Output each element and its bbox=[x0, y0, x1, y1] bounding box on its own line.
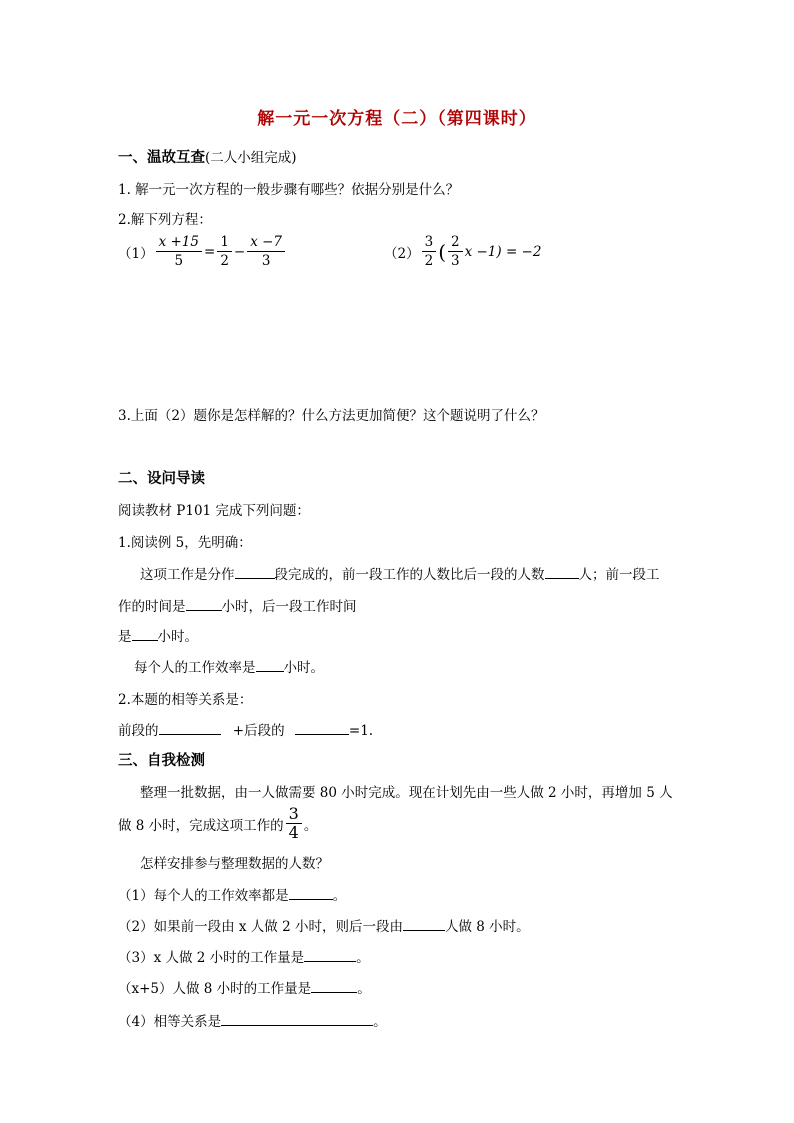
fraction-numerator: 3 bbox=[286, 805, 302, 824]
equation-2-rest: x −1) = −2 bbox=[464, 243, 542, 260]
fraction-numerator: 1 bbox=[217, 233, 232, 252]
sub-question-1 bbox=[118, 884, 346, 904]
blank-field[interactable] bbox=[289, 886, 333, 900]
text-segment: 段完成的，前一段工作的人数比后一段的人数 bbox=[274, 567, 545, 583]
fraction-denominator: 3 bbox=[261, 253, 271, 269]
text-segment: 。 bbox=[356, 950, 370, 966]
text-segment: 做 8 小时，完成这项工作的 bbox=[118, 817, 284, 834]
section1-heading bbox=[118, 146, 297, 167]
fraction-denominator: 4 bbox=[288, 823, 299, 842]
minus-sign: − bbox=[233, 243, 246, 260]
fill-line-4 bbox=[134, 656, 324, 676]
fill-line-1 bbox=[140, 563, 660, 583]
fraction-denominator: 3 bbox=[451, 253, 460, 269]
text-segment: （4）相等关系是 bbox=[118, 1014, 222, 1030]
equation-1-fraction-lhs bbox=[156, 233, 202, 270]
equation-2-fraction-outer bbox=[422, 233, 437, 270]
three-quarters-fraction bbox=[286, 805, 302, 842]
text-segment: =1. bbox=[348, 723, 374, 739]
section1-note: (二人小组完成) bbox=[205, 150, 297, 166]
question-1: 1. 解一元一次方程的一般步骤有哪些？依据分别是什么？ bbox=[118, 182, 460, 198]
fraction-numerator: 3 bbox=[422, 233, 437, 252]
open-paren: ( bbox=[438, 239, 446, 264]
blank-field[interactable] bbox=[186, 597, 222, 611]
text-segment: 是 bbox=[118, 629, 132, 645]
text-segment: 小时，后一段工作时间 bbox=[221, 599, 357, 615]
text-segment: 小时。 bbox=[157, 629, 198, 645]
fraction-numerator: 2 bbox=[448, 233, 463, 252]
equation-2-fraction-inner bbox=[448, 233, 463, 270]
equation-1-label: （1） bbox=[118, 245, 154, 262]
equation-2-label: （2） bbox=[384, 245, 420, 262]
equation-1-fraction-rhs bbox=[247, 233, 285, 270]
fill-line-2 bbox=[118, 595, 357, 615]
problem-line-1: 整理一批数据，由一人做需要 80 小时完成。现在计划先由一些人做 2 小时，再增加 5 人 bbox=[140, 785, 673, 801]
blank-field[interactable] bbox=[235, 565, 275, 579]
sub-question-5 bbox=[118, 1010, 387, 1030]
sub-question-4 bbox=[118, 977, 371, 997]
blank-field[interactable] bbox=[403, 917, 445, 931]
fraction-numerator: x −7 bbox=[247, 233, 285, 252]
fill-line-3 bbox=[118, 625, 198, 645]
text-segment: 人做 8 小时。 bbox=[444, 919, 530, 935]
text-segment: 这项工作是分作 bbox=[140, 567, 235, 583]
page-title: 解一元一次方程（二）（第四课时） bbox=[257, 109, 537, 129]
blank-field[interactable] bbox=[256, 658, 284, 672]
text-segment: 每个人的工作效率是 bbox=[134, 660, 256, 676]
problem-line-3: 怎样安排参与整理数据的人数？ bbox=[140, 856, 329, 872]
blank-field[interactable] bbox=[132, 627, 158, 641]
text-segment: 作的时间是 bbox=[118, 599, 186, 615]
section2-item-1: 1.阅读例 5，先明确： bbox=[118, 535, 252, 551]
text-segment: 小时。 bbox=[283, 660, 324, 676]
question-2: 2.解下列方程： bbox=[118, 212, 212, 228]
text-segment: （3）x 人做 2 小时的工作量是 bbox=[118, 950, 305, 966]
fraction-numerator: x +15 bbox=[156, 233, 202, 252]
section2-item-2: 2.本题的相等关系是： bbox=[118, 692, 253, 708]
sub-question-2 bbox=[118, 915, 530, 935]
section2-intro: 阅读教材 P101 完成下列问题： bbox=[118, 503, 310, 519]
fraction-denominator: 2 bbox=[424, 253, 434, 269]
text-segment: （1）每个人的工作效率都是 bbox=[118, 888, 289, 904]
blank-field[interactable] bbox=[159, 721, 221, 735]
section3-heading: 三、自我检测 bbox=[118, 752, 205, 769]
equation-1 bbox=[118, 233, 287, 270]
text-segment: （2）如果前一段由 x 人做 2 小时，则后一段由 bbox=[118, 919, 403, 935]
relation-line bbox=[118, 719, 373, 739]
blank-field[interactable] bbox=[221, 1012, 373, 1026]
blank-field[interactable] bbox=[311, 979, 357, 993]
equation-1-fraction-half bbox=[217, 233, 232, 270]
text-segment: +后段的 bbox=[232, 723, 285, 739]
problem-line-2 bbox=[118, 805, 317, 842]
section2-heading: 二、设问导读 bbox=[118, 470, 205, 487]
text-segment: 人；前一段工 bbox=[578, 567, 660, 583]
equation-2 bbox=[384, 233, 541, 270]
text-segment: （x+5）人做 8 小时的工作量是 bbox=[118, 981, 312, 997]
blank-field[interactable] bbox=[545, 565, 579, 579]
blank-field[interactable] bbox=[295, 721, 349, 735]
section1-heading-text: 一、温故互查 bbox=[118, 149, 205, 166]
question-3: 3.上面（2）题你是怎样解的？什么方法更加简便？这个题说明了什么？ bbox=[118, 408, 545, 424]
blank-field[interactable] bbox=[304, 948, 356, 962]
text-segment: 。 bbox=[373, 1014, 387, 1030]
text-segment: 。 bbox=[357, 981, 371, 997]
fraction-denominator: 5 bbox=[174, 253, 184, 269]
text-segment: 。 bbox=[303, 817, 318, 834]
text-segment: 前段的 bbox=[118, 723, 159, 739]
text-segment: 。 bbox=[332, 888, 347, 904]
fraction-denominator: 2 bbox=[220, 253, 229, 269]
equals-sign: = bbox=[204, 243, 216, 260]
sub-question-3 bbox=[118, 946, 370, 966]
